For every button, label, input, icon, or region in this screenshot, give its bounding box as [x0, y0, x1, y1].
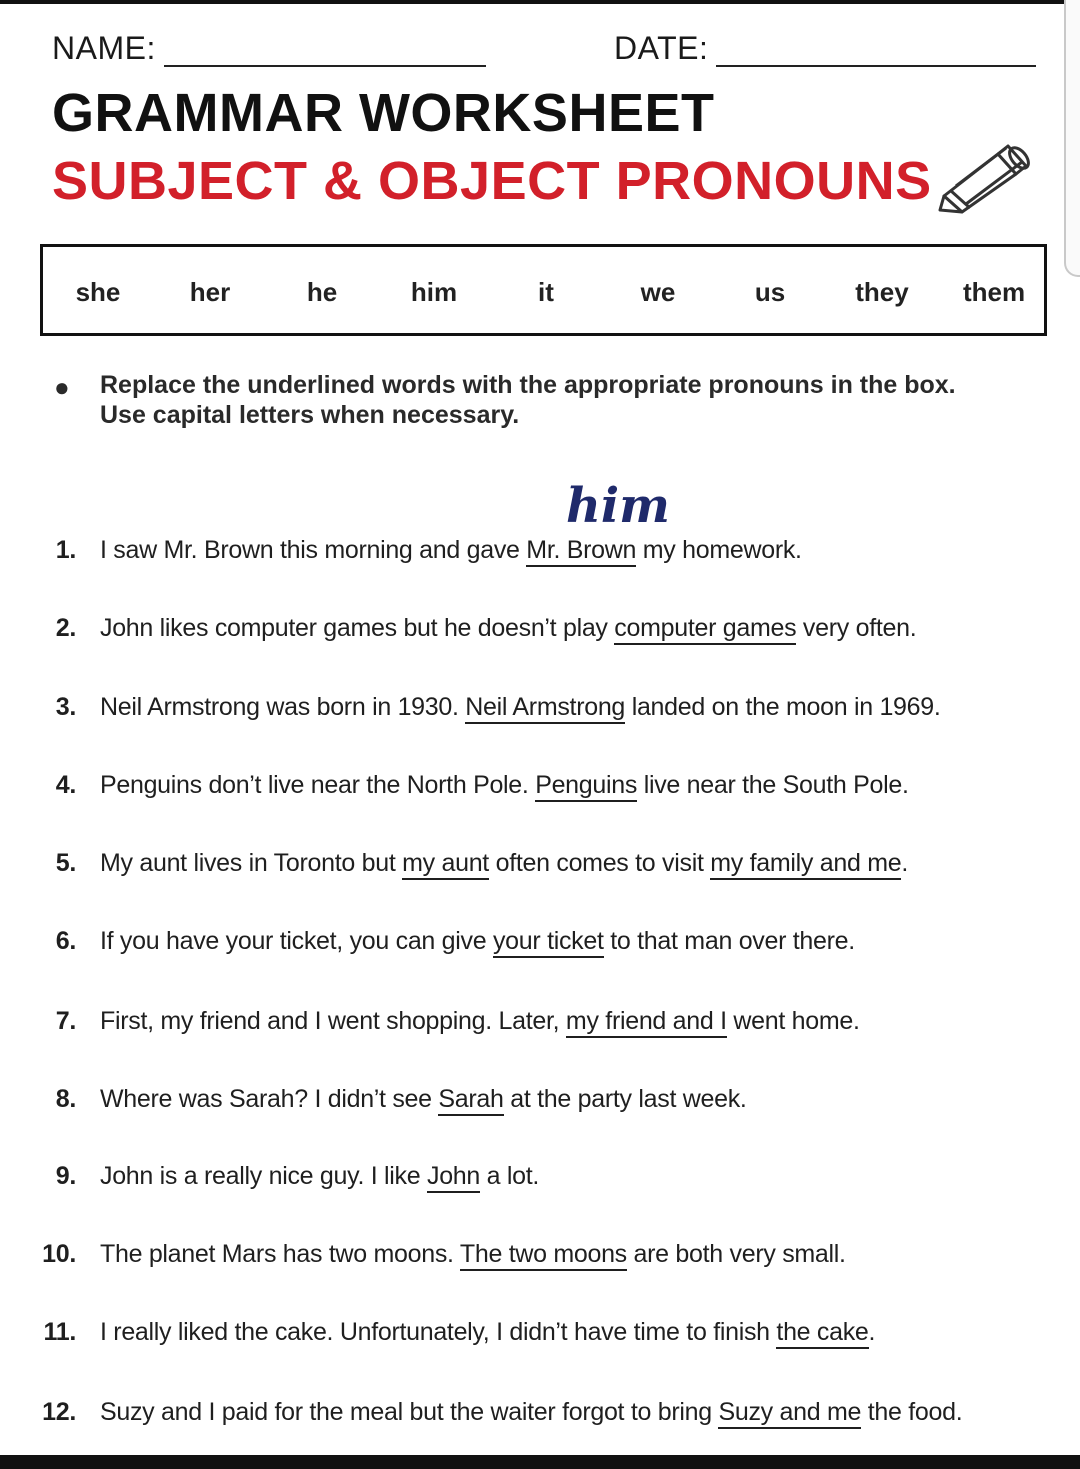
underlined-phrase: Penguins: [535, 771, 637, 802]
question-number: 4.: [55, 771, 76, 799]
underlined-phrase: my aunt: [402, 849, 489, 880]
question-number: 1.: [55, 536, 76, 564]
question-number: 3.: [55, 693, 76, 721]
word-bank-box: [40, 244, 1047, 336]
question-number: 2.: [55, 614, 76, 642]
question-text: John likes computer games but he doesn’t play: [100, 614, 615, 642]
underlined-phrase: Sarah: [438, 1085, 503, 1116]
question-text: Neil Armstrong was born in 1930.: [100, 693, 466, 721]
word-bank-item: her: [189, 277, 231, 307]
word-bank-item: they: [855, 277, 909, 307]
question-text: I really liked the cake. Unfortunately, I didn’t have time to finish: [100, 1318, 777, 1346]
question-text: my homework.: [636, 536, 802, 564]
underlined-phrase: computer games: [614, 614, 796, 645]
question-text: went home.: [726, 1007, 860, 1035]
handwritten-answer: him: [566, 478, 670, 534]
pencil-icon: [936, 136, 1031, 214]
question-text: the food.: [861, 1398, 963, 1426]
bottom-border: [0, 1455, 1080, 1469]
underlined-phrase: my family and me: [710, 849, 901, 880]
word-bank-item: we: [640, 277, 676, 307]
underlined-phrase: John: [427, 1162, 480, 1193]
question-text: John is a really nice guy. I like: [100, 1162, 427, 1190]
underlined-phrase: the cake: [776, 1318, 868, 1349]
underlined-phrase: your ticket: [493, 927, 604, 958]
question-text: live near the South Pole.: [637, 771, 909, 799]
underlined-phrase: Suzy and me: [718, 1398, 861, 1429]
question-number: 11.: [43, 1318, 76, 1346]
question-text: I saw Mr. Brown this morning and gave: [100, 536, 527, 564]
question-number: 9.: [55, 1162, 76, 1190]
question-text: landed on the moon in 1969.: [625, 693, 941, 721]
question-text: a lot.: [480, 1162, 540, 1190]
date-field: [614, 30, 1036, 67]
name-label: NAME:: [52, 30, 156, 66]
word-bank-item: she: [75, 277, 121, 307]
question-number: 5.: [55, 849, 76, 877]
bullet-icon: ●: [54, 372, 70, 402]
question-text: .: [901, 849, 908, 877]
instruction-line-1: Replace the underlined words with the appropriate pronouns in the box.: [100, 371, 956, 399]
question-text: The planet Mars has two moons.: [100, 1240, 460, 1268]
question-text: are both very small.: [626, 1240, 846, 1268]
date-label: DATE:: [614, 30, 709, 66]
question-text: First, my friend and I went shopping. Later,: [100, 1007, 566, 1035]
worksheet-subtitle: SUBJECT & OBJECT PRONOUNS: [52, 151, 932, 211]
worksheet-title: GRAMMAR WORKSHEET: [52, 83, 715, 143]
question-number: 12.: [42, 1398, 76, 1426]
instruction-line-2: Use capital letters when necessary.: [100, 401, 520, 429]
question-number: 7.: [55, 1007, 76, 1035]
question-number: 8.: [55, 1085, 76, 1113]
question-text: My aunt lives in Toronto but: [100, 849, 403, 877]
question-text: often comes to visit: [488, 849, 711, 877]
question-text: Suzy and I paid for the meal but the waiter forgot to bring: [100, 1398, 719, 1426]
question-text: to that man over there.: [603, 927, 855, 955]
date-blank-line: [716, 31, 1036, 67]
name-field: [52, 30, 486, 67]
underlined-phrase: Neil Armstrong: [465, 693, 625, 724]
word-bank-item: him: [410, 277, 458, 307]
word-bank-item: us: [754, 277, 786, 307]
question-text: Penguins don’t live near the North Pole.: [100, 771, 536, 799]
underlined-phrase: my friend and I: [566, 1007, 727, 1038]
question-text: If you have your ticket, you can give: [100, 927, 493, 955]
word-bank-item: he: [306, 277, 338, 307]
question-text: very often.: [796, 614, 917, 642]
question-number: 6.: [55, 927, 76, 955]
question-text: .: [868, 1318, 876, 1346]
underlined-phrase: Mr. Brown: [526, 536, 636, 567]
question-text: Where was Sarah? I didn’t see: [100, 1085, 439, 1113]
word-bank-item: it: [538, 277, 554, 307]
word-bank-item: them: [962, 277, 1026, 307]
question-number: 10.: [42, 1240, 76, 1268]
page-curl-edge: [1064, 0, 1080, 277]
name-blank-line: [164, 31, 486, 67]
question-text: at the party last week.: [503, 1085, 747, 1113]
underlined-phrase: The two moons: [460, 1240, 627, 1271]
top-border: [0, 0, 1080, 4]
